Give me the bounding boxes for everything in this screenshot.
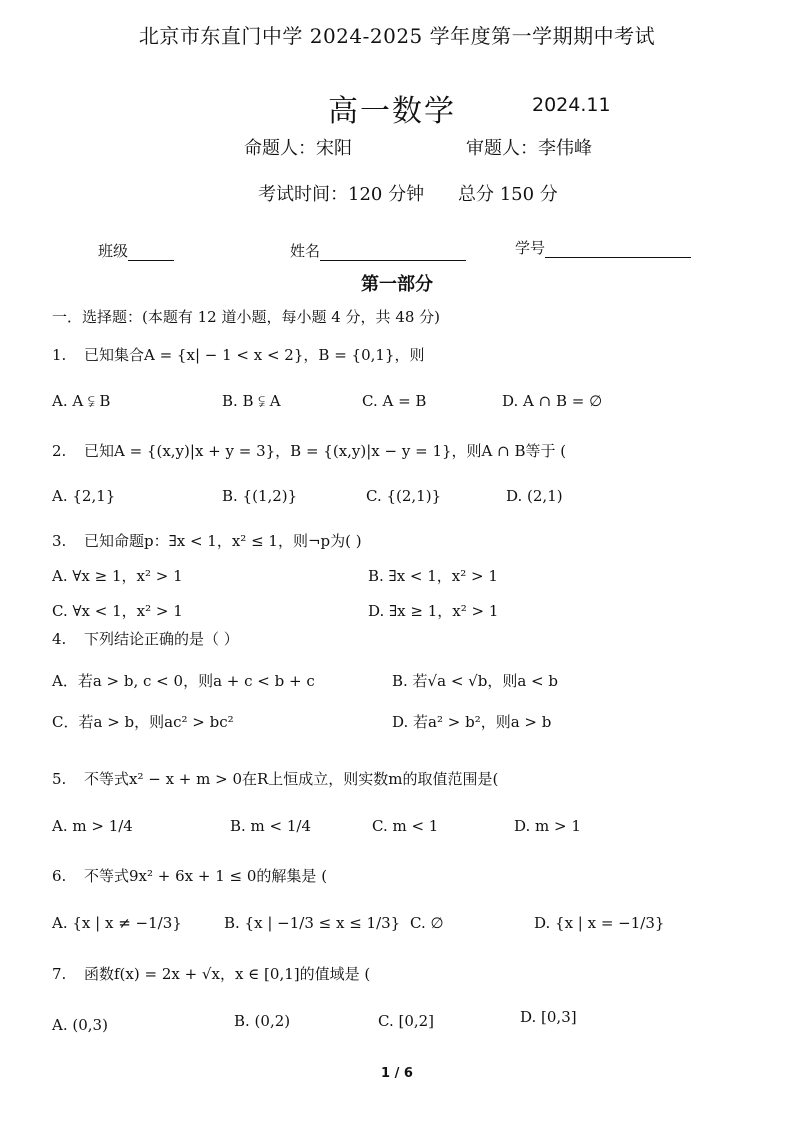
q6-option-d: D. {x | x = −1/3} — [534, 914, 665, 932]
question-stem: 不等式9x² + 6x + 1 ≤ 0的解集是 ( — [84, 867, 328, 885]
author-name: 宋阳 — [316, 138, 352, 159]
q4-option-a: A．若a > b, c < 0，则a + c < b + c — [52, 672, 315, 690]
q5-option-b: B. m < 1/4 — [230, 817, 312, 835]
exam-school-title: 北京市东直门中学 2024-2025 学年度第一学期期中考试 — [138, 24, 656, 48]
reviewer-name: 李伟峰 — [538, 138, 592, 159]
q4-option-b: B. 若√a < √b，则a < b — [392, 672, 558, 690]
student-id-label: 学号 — [515, 239, 546, 257]
q5-option-c: C. m < 1 — [372, 817, 439, 835]
question-stem: 下列结论正确的是（ ） — [84, 630, 239, 648]
q1-option-b: B. B ⫋ A — [222, 392, 281, 410]
question-number: 1. — [52, 346, 67, 364]
q3-option-b: B. ∃x < 1，x² > 1 — [368, 567, 498, 585]
question-number: 4. — [52, 630, 67, 648]
q2-option-a: A. {2,1} — [52, 487, 116, 505]
name-field[interactable] — [290, 240, 466, 261]
subject-title: 高一数学 — [328, 94, 456, 129]
question-stem: 已知命题p：∃x < 1，x² ≤ 1，则¬p为( ) — [84, 532, 362, 550]
q2-option-b: B. {(1,2)} — [222, 487, 298, 505]
q7-option-c: C. [0,2] — [378, 1012, 435, 1030]
question-number: 7. — [52, 965, 67, 983]
student-id-blank[interactable] — [545, 243, 691, 258]
q7-option-b: B. (0,2) — [234, 1012, 291, 1030]
q2-option-d: D. (2,1) — [506, 487, 563, 505]
page-number: 1 / 6 — [381, 1066, 413, 1081]
class-label: 班级 — [98, 242, 129, 260]
question-3 — [52, 530, 362, 551]
exam-date: 2024.11 — [532, 94, 611, 116]
time-label: 考试时间： — [258, 184, 348, 205]
question-7 — [52, 963, 370, 984]
q4-option-d: D. 若a² > b²，则a > b — [392, 713, 552, 731]
class-blank[interactable] — [128, 246, 174, 261]
question-number: 2. — [52, 442, 67, 460]
question-number: 6. — [52, 867, 67, 885]
reviewer-label: 审题人： — [466, 138, 538, 159]
q1-option-d: D. A ∩ B = ∅ — [502, 392, 603, 410]
q6-option-b: B. {x | −1/3 ≤ x ≤ 1/3} — [224, 914, 401, 932]
q1-option-c: C. A = B — [362, 392, 427, 410]
question-stem: 函数f(x) = 2x + √x，x ∈ [0,1]的值域是 ( — [84, 965, 371, 983]
q7-option-a: A. (0,3) — [52, 1016, 108, 1034]
q3-option-a: A. ∀x ≥ 1，x² > 1 — [52, 567, 183, 585]
question-1 — [52, 344, 424, 365]
q5-option-d: D. m > 1 — [514, 817, 581, 835]
question-stem: 已知A = {(x,y)|x + y = 3}，B = {(x,y)|x − y = 1}，则A ∩ B等于 ( — [84, 442, 567, 460]
time-line — [258, 180, 424, 206]
q6-option-a: A. {x | x ≠ −1/3} — [52, 914, 182, 932]
total-score: 总分 150 分 — [458, 184, 558, 205]
author-label: 命题人： — [244, 138, 316, 159]
class-field[interactable] — [98, 240, 174, 261]
q5-option-a: A. m > 1/4 — [52, 817, 133, 835]
q1-option-a: A. A ⫋ B — [52, 392, 111, 410]
author-line — [244, 134, 352, 160]
q7-option-d: D. [0,3] — [520, 1008, 577, 1026]
question-5 — [52, 768, 498, 789]
question-4 — [52, 628, 239, 649]
q6-option-c: C. ∅ — [410, 914, 444, 932]
question-number: 5. — [52, 770, 67, 788]
q2-option-c: C. {(2,1)} — [366, 487, 442, 505]
reviewer-line — [466, 134, 592, 160]
name-label: 姓名 — [290, 242, 321, 260]
question-stem: 已知集合A = {x| − 1 < x < 2}，B = {0,1}，则 — [84, 346, 425, 364]
question-6 — [52, 865, 327, 886]
student-id-field[interactable] — [515, 237, 691, 258]
question-number: 3. — [52, 532, 67, 550]
section-title: 一．选择题：(本题有 12 道小题，每小题 4 分，共 48 分) — [52, 308, 441, 326]
time-value: 120 分钟 — [348, 184, 425, 205]
q3-option-c: C. ∀x < 1，x² > 1 — [52, 602, 183, 620]
part-title: 第一部分 — [361, 274, 433, 295]
question-stem: 不等式x² − x + m > 0在R上恒成立，则实数m的取值范围是( — [84, 770, 499, 788]
q4-option-c: C．若a > b，则ac² > bc² — [52, 713, 234, 731]
question-2 — [52, 440, 566, 461]
name-blank[interactable] — [320, 246, 466, 261]
q3-option-d: D. ∃x ≥ 1，x² > 1 — [368, 602, 499, 620]
